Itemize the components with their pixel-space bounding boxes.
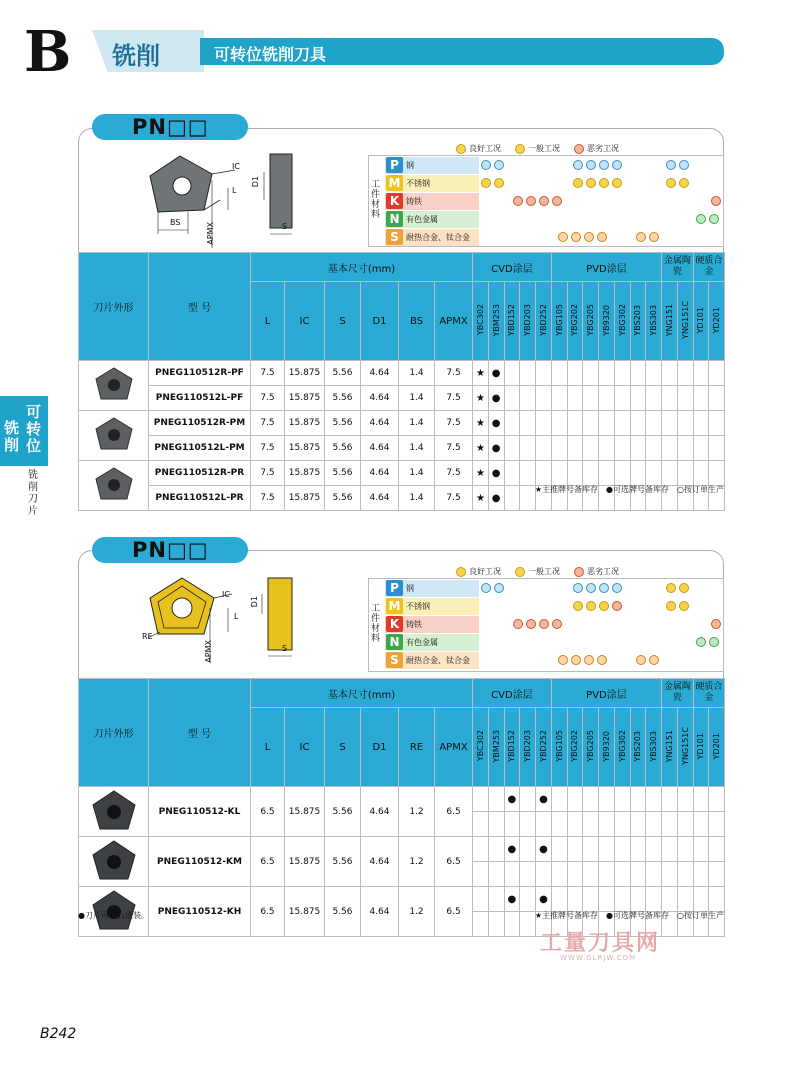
value-cell: 4.64 bbox=[361, 486, 399, 511]
model-cell: PNEG110512L-PF bbox=[149, 386, 251, 411]
suitability-n-1 bbox=[696, 214, 719, 224]
col-s-2: S bbox=[325, 708, 361, 787]
cermet-header: 金属陶瓷 bbox=[662, 253, 694, 282]
page-title: 可转位铣削刀具 bbox=[214, 45, 327, 64]
table-row bbox=[79, 386, 725, 411]
star-mark: ★ bbox=[473, 361, 489, 386]
grade-ybd152: YBD152 bbox=[504, 282, 520, 361]
insert-photo-pm bbox=[79, 411, 149, 461]
value-cell: 7.5 bbox=[435, 386, 473, 411]
dot-mark: ● bbox=[488, 461, 504, 486]
model-header-2: 型 号 bbox=[149, 679, 251, 787]
col-d1-2: D1 bbox=[361, 708, 399, 787]
value-cell: 7.5 bbox=[251, 411, 285, 436]
dim-label-apmx-2: APMX bbox=[204, 640, 213, 663]
dim-label-d1-2: D1 bbox=[250, 596, 259, 608]
grade-ybc302: YBC302 bbox=[473, 282, 489, 361]
watermark-url: WWW.GLRJW.COM bbox=[560, 954, 637, 962]
star-mark: ★ bbox=[473, 411, 489, 436]
model-cell: PNEG110512-KH bbox=[149, 887, 251, 937]
spec-table-2: 刀片外形 型 号 基本尺寸(mm) CVD涂层 PVD涂层 金属陶瓷 硬质合金 L IC S D1 RE APMX YBC302 YBM253 YBD152 YBD203 YBD252 YBG105 YBG202 YBG205 YB9320 YBG302 YBS203 YBS303 YNG151 YNG151C YD101 YD201 PNEG110512-KL 6.5 15.875 5.56 4.64 1.2 6.5 ● ● PNEG110512-KM 6.5 15.875 5.56 4.64 1.2 6.5 ● ● PNEG110512-KH 6.5 15.875 5.56 4.64 1.2 6.5 ● ● bbox=[78, 678, 725, 937]
insert-drawing-2 bbox=[140, 574, 310, 674]
insert-drawing-1 bbox=[140, 150, 310, 250]
condition-legend-1 bbox=[456, 143, 619, 154]
table-row: PNEG110512-KH 6.5 15.875 5.56 4.64 1.2 6.5 ● ● bbox=[79, 887, 725, 912]
suitability-s-1 bbox=[558, 232, 607, 242]
material-s-label-2: 耐热合金、钛合金 bbox=[406, 656, 470, 665]
dim-label-re: RE bbox=[142, 632, 153, 641]
suitability-m-1c bbox=[666, 178, 689, 188]
value-cell: 5.56 bbox=[325, 386, 361, 411]
value-cell: 1.4 bbox=[399, 386, 435, 411]
model-header: 型 号 bbox=[149, 253, 251, 361]
dim-label-s: S bbox=[282, 222, 288, 231]
dim-label-ic: IC bbox=[232, 162, 240, 171]
star-mark: ★ bbox=[473, 436, 489, 461]
table-row bbox=[79, 361, 725, 386]
value-cell: 1.4 bbox=[399, 411, 435, 436]
table-row: PNEG110512-KL 6.5 15.875 5.56 4.64 1.2 6.5 ● ● bbox=[79, 787, 725, 812]
grade-ybd203: YBD203 bbox=[520, 282, 536, 361]
side-tab-label-a: 铣削 bbox=[4, 419, 20, 454]
material-n-badge-2: N bbox=[386, 634, 403, 650]
model-cell: PNEG110512R-PR bbox=[149, 461, 251, 486]
left-note-2: ●刀片可左右通装。 bbox=[78, 911, 149, 920]
good-condition-icon bbox=[456, 144, 466, 154]
value-cell: 1.4 bbox=[399, 361, 435, 386]
value-cell: 15.875 bbox=[285, 411, 325, 436]
value-cell: 4.64 bbox=[361, 386, 399, 411]
material-p-badge-2: P bbox=[386, 580, 403, 596]
value-cell: 4.64 bbox=[361, 361, 399, 386]
dot-mark: ● bbox=[504, 887, 520, 912]
material-vertical-label-1: 工件材料 bbox=[371, 180, 381, 220]
bad-condition-icon bbox=[574, 144, 584, 154]
suitability-k-1 bbox=[513, 196, 562, 206]
grade-ybg205: YBG205 bbox=[583, 282, 599, 361]
col-apmx-2: APMX bbox=[435, 708, 473, 787]
legend-note-1: ★主推牌号备库存 ●可选牌号备库存 ○按订单生产 bbox=[534, 485, 724, 494]
dim-label-ic-2: IC bbox=[222, 590, 230, 599]
value-cell: 7.5 bbox=[435, 436, 473, 461]
material-k-badge-2: K bbox=[386, 616, 403, 632]
value-cell: 4.64 bbox=[361, 411, 399, 436]
material-m-label-2: 不锈钢 bbox=[406, 602, 430, 611]
grade-ybg302: YBG302 bbox=[614, 282, 630, 361]
grade-ybg105: YBG105 bbox=[551, 282, 567, 361]
table-row bbox=[79, 461, 725, 486]
shape-header: 刀片外形 bbox=[79, 253, 149, 361]
suitability-m-1a bbox=[481, 178, 504, 188]
section-tag-1: PN□□ bbox=[92, 114, 248, 140]
value-cell: 7.5 bbox=[435, 486, 473, 511]
table-row: PNEG110512-KM 6.5 15.875 5.56 4.64 1.2 6.5 ● ● bbox=[79, 837, 725, 862]
model-cell: PNEG110512L-PR bbox=[149, 486, 251, 511]
suitability-p-1a bbox=[481, 160, 504, 170]
material-p-label: 钢 bbox=[406, 161, 414, 170]
suitability-p-1b bbox=[573, 160, 622, 170]
pvd-header: PVD涂层 bbox=[551, 253, 661, 282]
dim-label-bs: BS bbox=[170, 218, 181, 227]
material-s-badge: S bbox=[386, 229, 403, 245]
col-apmx: APMX bbox=[435, 282, 473, 361]
material-k-label: 铸铁 bbox=[406, 197, 422, 206]
legend-bad: 恶劣工况 bbox=[587, 144, 619, 153]
dot-mark: ● bbox=[488, 436, 504, 461]
cvd-header-2: CVD涂层 bbox=[473, 679, 552, 708]
page-number: B242 bbox=[40, 1026, 77, 1042]
material-n-badge: N bbox=[386, 211, 403, 227]
dot-mark: ● bbox=[488, 411, 504, 436]
value-cell: 4.64 bbox=[361, 436, 399, 461]
value-cell: 7.5 bbox=[251, 486, 285, 511]
value-cell: 5.56 bbox=[325, 436, 361, 461]
value-cell: 7.5 bbox=[251, 461, 285, 486]
watermark-logo: 工量刀具网 bbox=[540, 931, 661, 956]
value-cell: 7.5 bbox=[251, 386, 285, 411]
shape-header-2: 刀片外形 bbox=[79, 679, 149, 787]
dim-label-d1: D1 bbox=[251, 176, 260, 188]
table-row bbox=[79, 436, 725, 461]
col-bs: BS bbox=[399, 282, 435, 361]
value-cell: 7.5 bbox=[435, 361, 473, 386]
value-cell: 7.5 bbox=[435, 411, 473, 436]
dot-mark: ● bbox=[488, 361, 504, 386]
col-ic: IC bbox=[285, 282, 325, 361]
star-mark: ★ bbox=[473, 461, 489, 486]
carbide-header-2: 硬质合金 bbox=[693, 679, 725, 708]
col-l-2: L bbox=[251, 708, 285, 787]
basic-dims-header: 基本尺寸(mm) bbox=[251, 253, 473, 282]
condition-legend-2: 良好工况 一般工况 恶劣工况 bbox=[456, 566, 619, 577]
value-cell: 4.64 bbox=[361, 461, 399, 486]
col-ic-2: IC bbox=[285, 708, 325, 787]
material-m-badge-2: M bbox=[386, 598, 403, 614]
value-cell: 15.875 bbox=[285, 386, 325, 411]
value-cell: 5.56 bbox=[325, 461, 361, 486]
insert-photo-kl bbox=[79, 787, 149, 837]
chapter-letter: B bbox=[24, 19, 72, 85]
model-cell: PNEG110512R-PM bbox=[149, 411, 251, 436]
suitability-s-1b bbox=[636, 232, 659, 242]
suitability-p-1c bbox=[666, 160, 689, 170]
dot-mark: ● bbox=[504, 837, 520, 862]
basic-dims-header-2: 基本尺寸(mm) bbox=[251, 679, 473, 708]
cvd-header: CVD涂层 bbox=[473, 253, 552, 282]
col-s: S bbox=[325, 282, 361, 361]
value-cell: 1.4 bbox=[399, 461, 435, 486]
material-k-label-2: 铸铁 bbox=[406, 620, 422, 629]
side-tab-label-b: 可转位 bbox=[26, 403, 42, 455]
value-cell: 7.5 bbox=[251, 436, 285, 461]
dim-label-s-2: S bbox=[282, 644, 288, 653]
material-s-label: 耐热合金、钛合金 bbox=[406, 233, 470, 242]
value-cell: 1.4 bbox=[399, 486, 435, 511]
model-cell: PNEG110512R-PF bbox=[149, 361, 251, 386]
dot-mark: ● bbox=[536, 887, 552, 912]
material-n-label-2: 有色金属 bbox=[406, 638, 438, 647]
legend-note-2: ★主推牌号备库存 ●可选牌号备库存 ○按订单生产 bbox=[534, 911, 724, 920]
legend-normal: 一般工况 bbox=[528, 144, 560, 153]
dot-mark: ● bbox=[536, 837, 552, 862]
value-cell: 1.4 bbox=[399, 436, 435, 461]
value-cell: 7.5 bbox=[251, 361, 285, 386]
material-p-label-2: 钢 bbox=[406, 584, 414, 593]
grade-ybd252: YBD252 bbox=[536, 282, 552, 361]
material-vertical-label-2: 工件材料 bbox=[371, 604, 381, 644]
suitability-m-1b bbox=[573, 178, 622, 188]
dim-label-apmx: APMX bbox=[206, 222, 215, 245]
col-re-2: RE bbox=[399, 708, 435, 787]
material-m-label: 不锈钢 bbox=[406, 179, 430, 188]
value-cell: 15.875 bbox=[285, 461, 325, 486]
model-cell: PNEG110512-KM bbox=[149, 837, 251, 887]
material-k-badge: K bbox=[386, 193, 403, 209]
carbide-header: 硬质合金 bbox=[693, 253, 725, 282]
grade-ybs303: YBS303 bbox=[646, 282, 662, 361]
grade-yd101: YD101 bbox=[693, 282, 709, 361]
value-cell: 15.875 bbox=[285, 361, 325, 386]
grade-yd201: YD201 bbox=[709, 282, 725, 361]
model-cell: PNEG110512L-PM bbox=[149, 436, 251, 461]
value-cell: 15.875 bbox=[285, 486, 325, 511]
dot-mark: ● bbox=[536, 787, 552, 812]
grade-ybg202: YBG202 bbox=[567, 282, 583, 361]
spec-table-1 bbox=[78, 252, 725, 511]
col-l: L bbox=[251, 282, 285, 361]
star-mark: ★ bbox=[473, 486, 489, 511]
dim-label-l-2: L bbox=[234, 612, 239, 621]
star-mark: ★ bbox=[473, 386, 489, 411]
model-cell: PNEG110512-KL bbox=[149, 787, 251, 837]
value-cell: 5.56 bbox=[325, 486, 361, 511]
dot-mark: ● bbox=[504, 787, 520, 812]
dim-label-l: L bbox=[232, 186, 237, 195]
value-cell: 15.875 bbox=[285, 436, 325, 461]
grade-ybm253: YBM253 bbox=[488, 282, 504, 361]
material-m-badge: M bbox=[386, 175, 403, 191]
material-s-badge-2: S bbox=[386, 652, 403, 668]
table-row bbox=[79, 411, 725, 436]
insert-photo-km bbox=[79, 837, 149, 887]
pvd-header-2: PVD涂层 bbox=[551, 679, 661, 708]
section-title: 铣削 bbox=[112, 42, 160, 70]
value-cell: 5.56 bbox=[325, 411, 361, 436]
legend-good: 良好工况 bbox=[469, 144, 501, 153]
insert-photo-pf bbox=[79, 361, 149, 411]
dot-mark: ● bbox=[488, 386, 504, 411]
cermet-header-2: 金属陶瓷 bbox=[662, 679, 694, 708]
grade-yng151: YNG151 bbox=[662, 282, 678, 361]
side-sub-label: 铣削刀片 bbox=[28, 470, 38, 517]
grade-yb9320: YB9320 bbox=[599, 282, 615, 361]
value-cell: 5.56 bbox=[325, 361, 361, 386]
suitability-k-1b bbox=[711, 196, 721, 206]
value-cell: 7.5 bbox=[435, 461, 473, 486]
grade-ybs203: YBS203 bbox=[630, 282, 646, 361]
material-n-label: 有色金属 bbox=[406, 215, 438, 224]
section-tag-2: PN□□ bbox=[92, 537, 248, 563]
grade-yng151c: YNG151C bbox=[677, 282, 693, 361]
insert-photo-pr bbox=[79, 461, 149, 511]
dot-mark: ● bbox=[488, 486, 504, 511]
col-d1: D1 bbox=[361, 282, 399, 361]
material-p-badge: P bbox=[386, 157, 403, 173]
normal-condition-icon bbox=[515, 144, 525, 154]
